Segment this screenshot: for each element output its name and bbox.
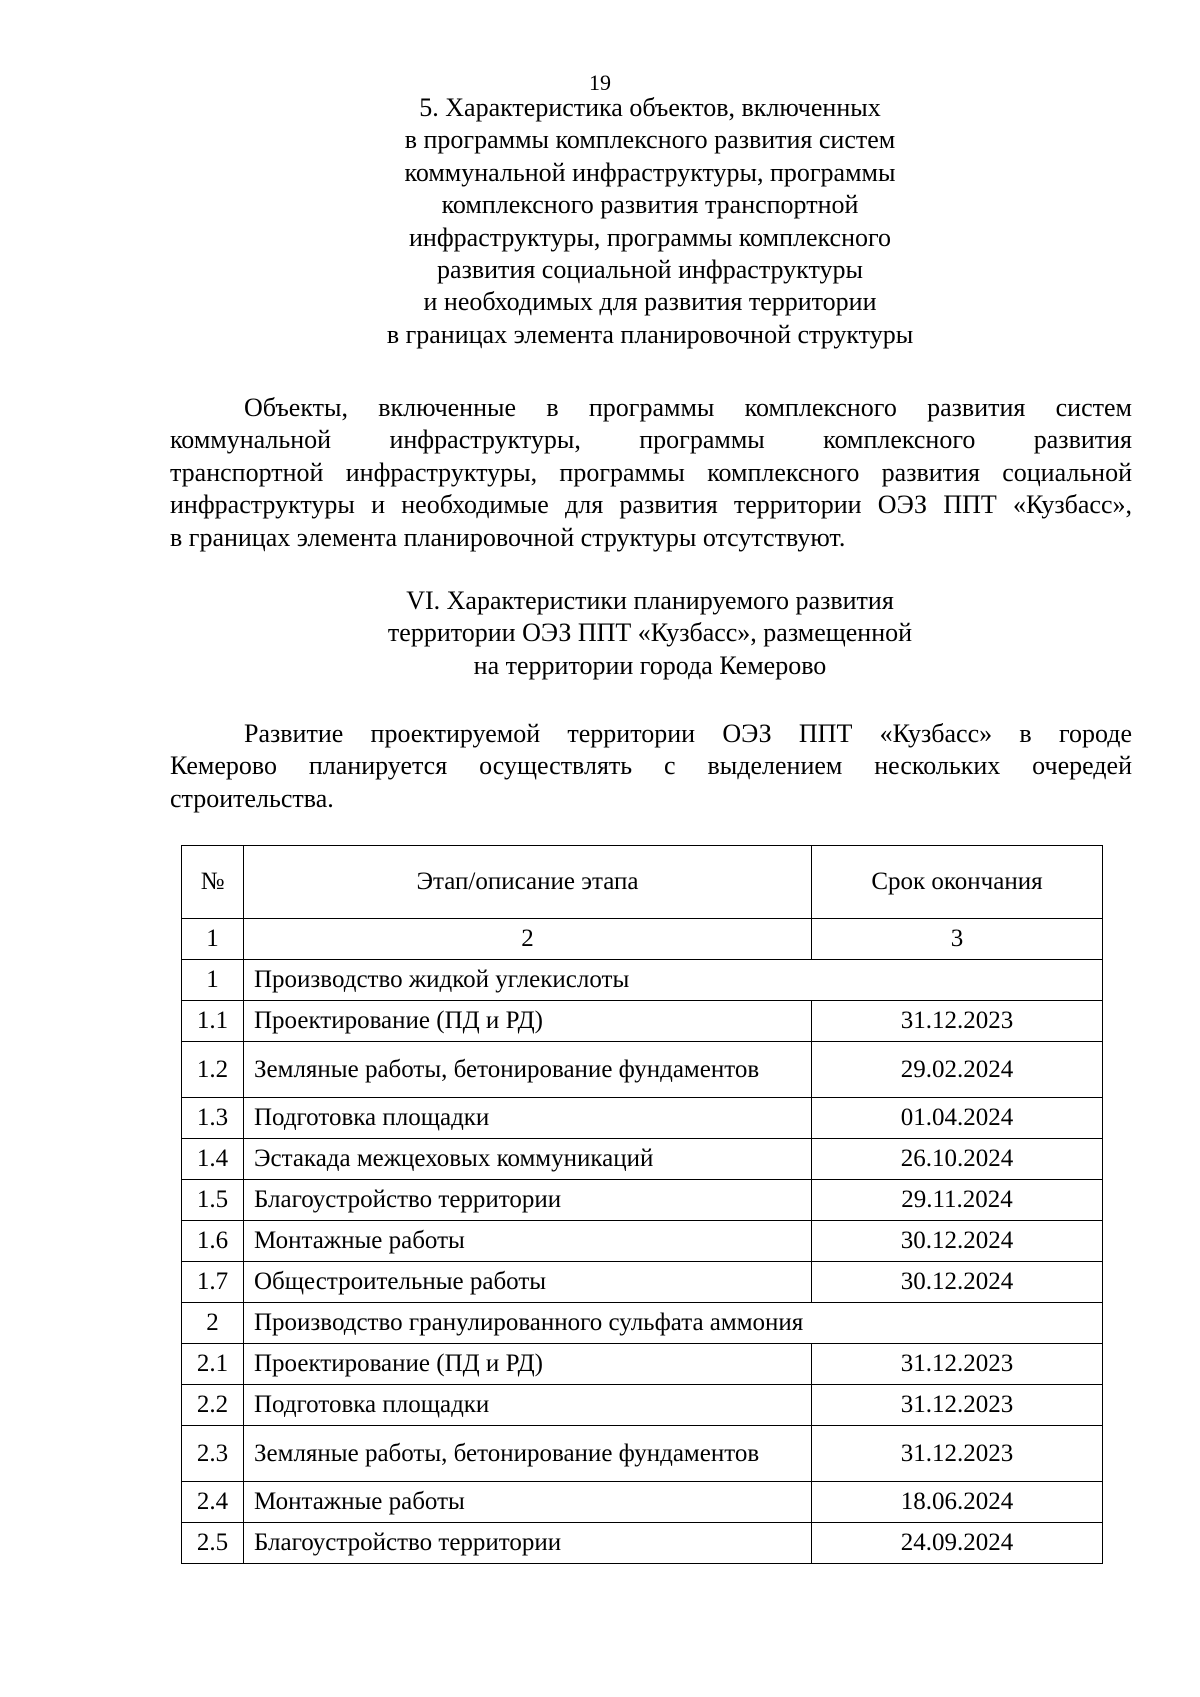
heading-line: коммунальной инфраструктуры, программы: [404, 157, 896, 187]
table-row: [182, 1262, 1103, 1303]
row-description: Проектирование (ПД и РД): [244, 1001, 812, 1042]
heading-line: инфраструктуры, программы комплексного: [408, 222, 891, 252]
stages-table: [181, 845, 1103, 1564]
column-number: 1: [182, 919, 244, 960]
paragraph-line: Объекты, включенные в программы комплексного развития систем: [244, 393, 1132, 422]
heading-line: в программы комплексного развития систем: [404, 125, 896, 155]
heading-line: в границах элемента планировочной структуры: [386, 319, 914, 349]
row-date: 26.10.2024: [812, 1139, 1103, 1180]
heading-line: VI. Характеристики планируемого развития: [406, 586, 894, 615]
header-number: №: [182, 846, 244, 919]
row-description: Подготовка площадки: [244, 1098, 812, 1139]
row-description: Проектирование (ПД и РД): [244, 1344, 812, 1385]
table-row: [182, 1042, 1103, 1098]
row-date: 31.12.2023: [812, 1001, 1103, 1042]
row-date: 31.12.2023: [812, 1426, 1103, 1482]
group-number: 2: [182, 1303, 244, 1344]
table-row: [182, 1426, 1103, 1482]
row-date: 29.11.2024: [812, 1180, 1103, 1221]
row-description: Общестроительные работы: [244, 1262, 812, 1303]
table-row: [182, 1482, 1103, 1523]
row-number: 2.1: [182, 1344, 244, 1385]
row-number: 2.3: [182, 1426, 244, 1482]
header-deadline: Срок окончания: [812, 846, 1103, 919]
paragraph-line: коммунальной инфраструктуры, программы комплексного развития: [170, 425, 1132, 455]
row-number: 2.5: [182, 1523, 244, 1564]
row-date: 01.04.2024: [812, 1098, 1103, 1139]
row-number: 1.6: [182, 1221, 244, 1262]
paragraph-line: Развитие проектируемой территории ОЭЗ ППТ «Кузбасс» в городе: [244, 719, 1132, 748]
heading-line: на территории города Кемерово: [473, 650, 827, 680]
table-row: [182, 1139, 1103, 1180]
row-date: 24.09.2024: [812, 1523, 1103, 1564]
row-number: 1.3: [182, 1098, 244, 1139]
heading-line: 5. Характеристика объектов, включенных: [419, 93, 881, 122]
section-5-paragraph: [170, 392, 1132, 554]
row-number: 1.5: [182, 1180, 244, 1221]
row-description: Подготовка площадки: [244, 1385, 812, 1426]
row-description: Земляные работы, бетонирование фундаментов: [244, 1426, 812, 1482]
table-row: [182, 1180, 1103, 1221]
table-row: [182, 1098, 1103, 1139]
table-row: [182, 1385, 1103, 1426]
section-6-paragraph: [170, 718, 1132, 815]
row-date: 29.02.2024: [812, 1042, 1103, 1098]
row-number: 1.2: [182, 1042, 244, 1098]
table-row: [182, 1001, 1103, 1042]
row-description: Эстакада межцеховых коммуникаций: [244, 1139, 812, 1180]
paragraph-line: инфраструктуры и необходимые для развития территории ОЭЗ ППТ «Кузбасс»,: [170, 490, 1132, 520]
group-row: [182, 1303, 1103, 1344]
table-row: [182, 1221, 1103, 1262]
row-number: 1.1: [182, 1001, 244, 1042]
section-6-heading: [170, 585, 1130, 682]
column-number: 3: [812, 919, 1103, 960]
row-number: 2.2: [182, 1385, 244, 1426]
group-title: Производство гранулированного сульфата аммония: [244, 1303, 1103, 1344]
group-title: Производство жидкой углекислоты: [244, 960, 1103, 1001]
row-date: 18.06.2024: [812, 1482, 1103, 1523]
group-row: [182, 960, 1103, 1001]
table-header-row: [182, 846, 1103, 919]
table-row: [182, 1344, 1103, 1385]
heading-line: комплексного развития транспортной: [441, 190, 859, 220]
heading-line: развития социальной инфраструктуры: [437, 255, 863, 285]
paragraph-line: транспортной инфраструктуры, программы комплексного развития социальной: [170, 457, 1132, 487]
row-number: 1.7: [182, 1262, 244, 1303]
row-date: 30.12.2024: [812, 1262, 1103, 1303]
paragraph-line: строительства.: [170, 783, 334, 813]
column-number-row: [182, 919, 1103, 960]
row-date: 31.12.2023: [812, 1385, 1103, 1426]
heading-line: и необходимых для развития территории: [423, 287, 877, 317]
page-number: 19: [589, 70, 611, 95]
paragraph-line: в границах элемента планировочной структуры отсутствуют.: [170, 522, 846, 552]
header-stage: Этап/описание этапа: [244, 846, 812, 919]
row-description: Благоустройство территории: [244, 1523, 812, 1564]
table-row: [182, 1523, 1103, 1564]
row-description: Монтажные работы: [244, 1221, 812, 1262]
row-date: 30.12.2024: [812, 1221, 1103, 1262]
row-number: 1.4: [182, 1139, 244, 1180]
section-5-heading: [170, 92, 1130, 351]
paragraph-line: Кемерово планируется осуществлять с выделением нескольких очередей: [170, 751, 1132, 781]
row-description: Земляные работы, бетонирование фундаментов: [244, 1042, 812, 1098]
row-description: Благоустройство территории: [244, 1180, 812, 1221]
column-number: 2: [244, 919, 812, 960]
heading-line: территории ОЭЗ ППТ «Кузбасс», размещенной: [387, 618, 913, 648]
row-description: Монтажные работы: [244, 1482, 812, 1523]
row-date: 31.12.2023: [812, 1344, 1103, 1385]
group-number: 1: [182, 960, 244, 1001]
row-number: 2.4: [182, 1482, 244, 1523]
